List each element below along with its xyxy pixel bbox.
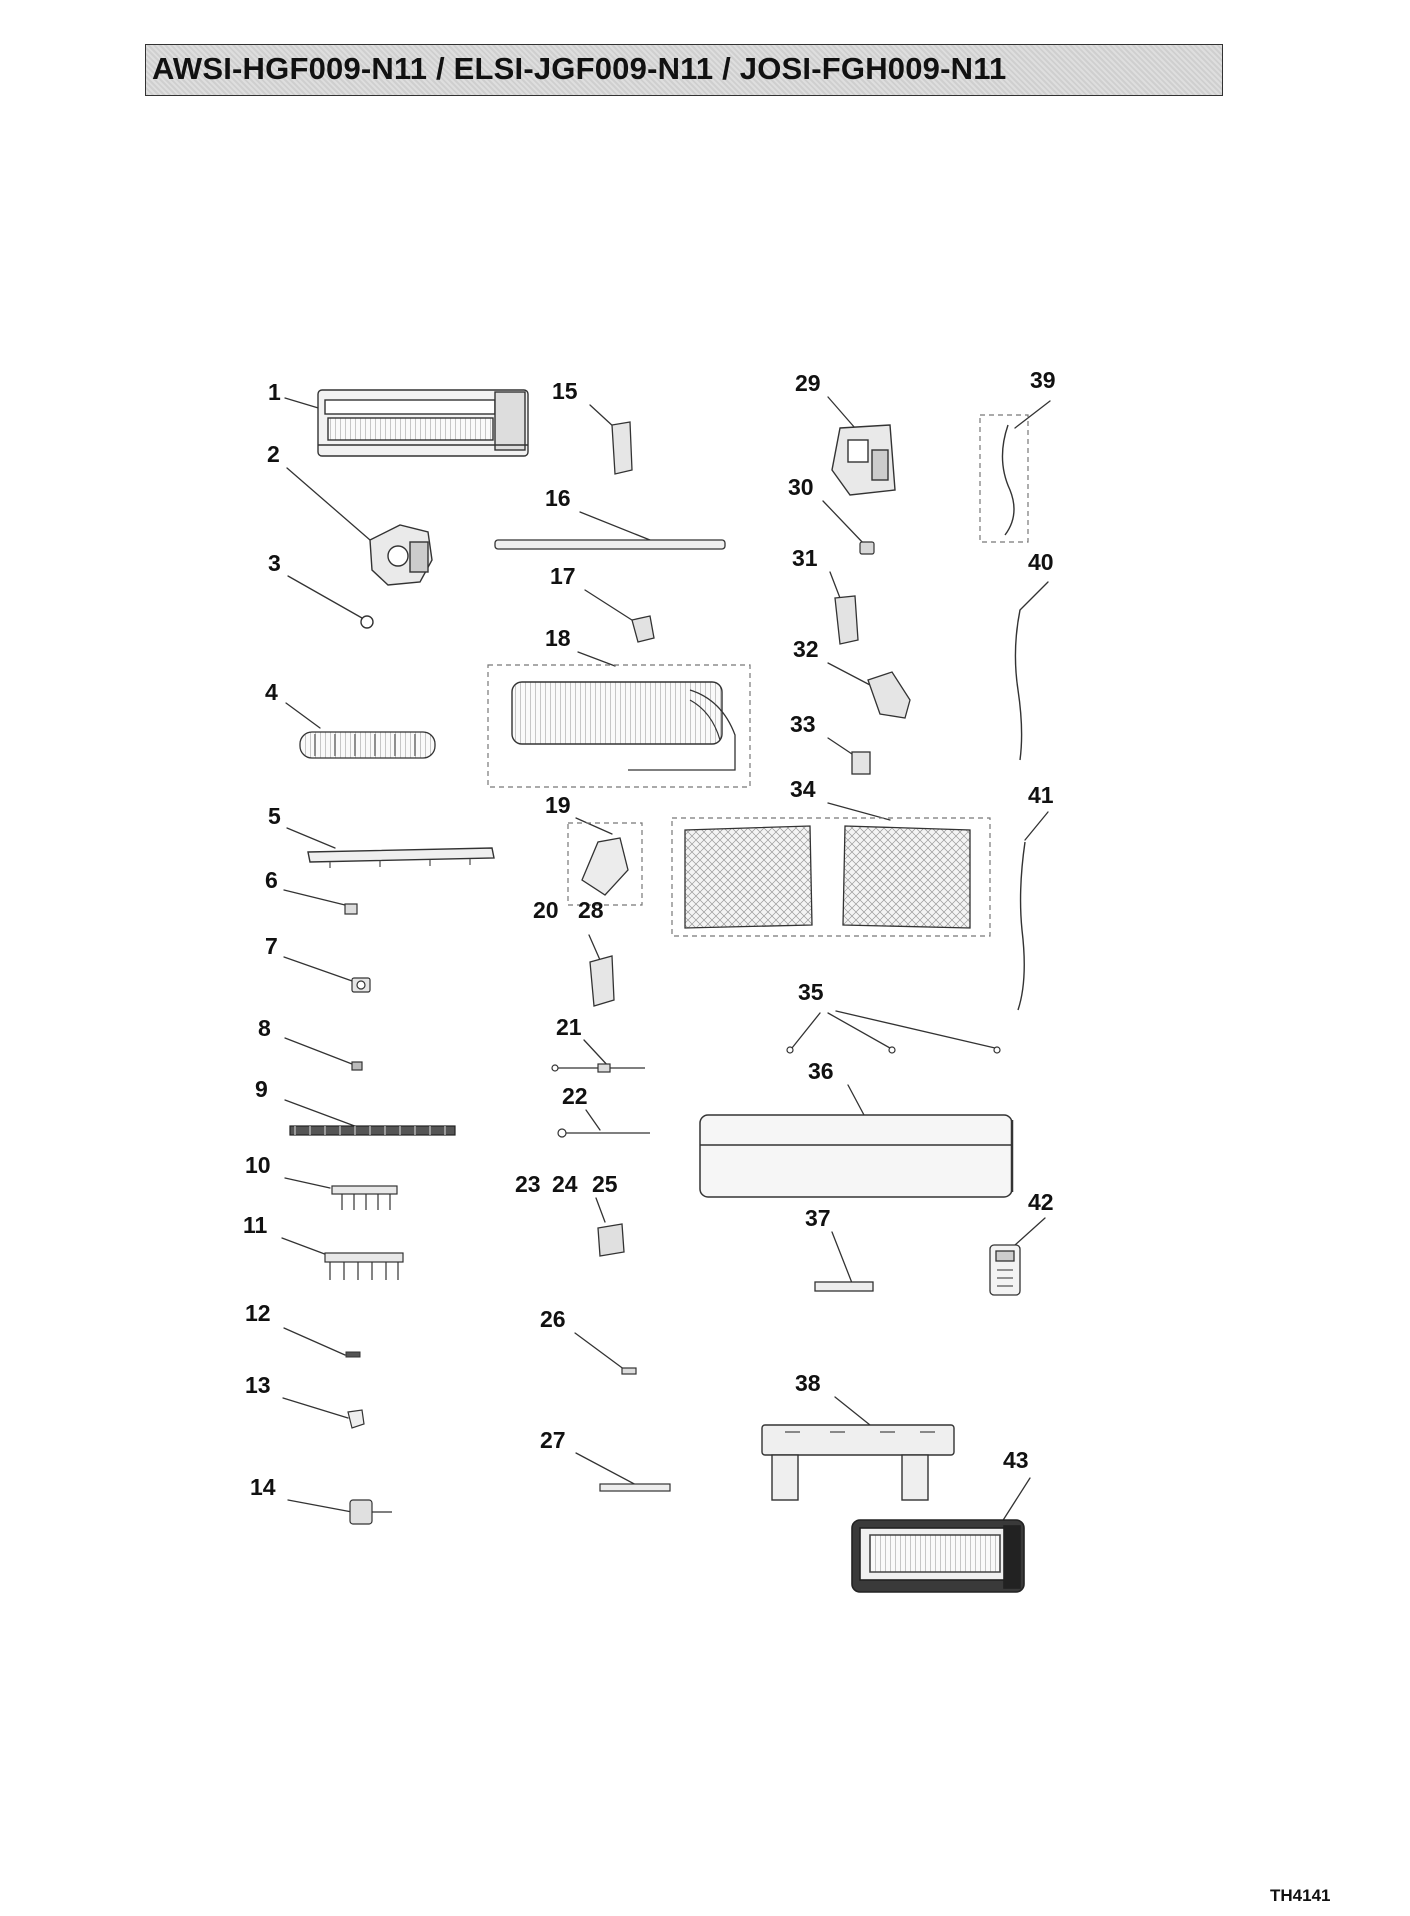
callout-26: 26 — [540, 1306, 566, 1332]
leader-line-6 — [284, 890, 345, 905]
leader-line-42 — [1015, 1218, 1045, 1245]
leader-line-40 — [1020, 582, 1048, 610]
callout-27: 27 — [540, 1427, 566, 1453]
callout-33: 33 — [790, 711, 816, 737]
callout-25: 25 — [592, 1171, 618, 1197]
part-cable-holder — [600, 1484, 670, 1491]
part-air-filters — [672, 818, 990, 936]
callout-11: 11 — [243, 1212, 268, 1238]
leader-line-11 — [282, 1238, 330, 1256]
callout-15: 15 — [552, 378, 578, 404]
leader-line-31 — [830, 572, 840, 598]
callout-22: 22 — [562, 1083, 588, 1109]
callout-40: 40 — [1028, 549, 1054, 575]
leader-line-15 — [590, 405, 615, 428]
part-pcb-box — [868, 672, 910, 718]
part-power-cable — [980, 415, 1028, 542]
part-connecting-pin — [346, 1352, 360, 1357]
callout-24: 24 — [552, 1171, 578, 1197]
callout-43: 43 — [1003, 1447, 1029, 1473]
part-terminal-box — [598, 1224, 624, 1256]
part-fastener-pins — [787, 1047, 1000, 1053]
part-clip — [345, 904, 357, 914]
part-chassis — [318, 390, 528, 456]
callout-7: 7 — [265, 933, 278, 959]
leader-line-33 — [828, 738, 855, 756]
part-cover-plate — [590, 956, 614, 1006]
leader-line-41 — [1025, 812, 1048, 840]
leader-line-19 — [576, 818, 612, 834]
callout-38: 38 — [795, 1370, 821, 1396]
leader-line-29 — [828, 397, 855, 428]
leader-line-4 — [286, 703, 320, 728]
leader-line-30 — [823, 501, 865, 545]
leader-line-22 — [586, 1110, 600, 1130]
part-electric-box — [832, 425, 895, 495]
leader-line-27 — [576, 1453, 640, 1487]
part-temperature-sensor-a — [552, 1064, 645, 1072]
leader-line-2 — [287, 468, 370, 540]
part-vertical-louver-assembly-a — [332, 1186, 397, 1210]
callout-1: 1 — [268, 379, 281, 405]
part-screw-set — [622, 1368, 636, 1374]
callout-6: 6 — [265, 867, 278, 893]
part-receiver-board — [852, 752, 870, 774]
part-clamp — [348, 1410, 364, 1428]
leader-line-26 — [575, 1333, 625, 1370]
callout-37: 37 — [805, 1205, 831, 1231]
part-bracket — [612, 422, 632, 474]
leader-line-32 — [828, 663, 870, 685]
callout-14: 14 — [250, 1474, 276, 1500]
leader-line-20 — [589, 935, 600, 960]
callout-41: 41 — [1028, 782, 1054, 808]
callout-31: 31 — [792, 545, 818, 571]
part-bearing-holder — [352, 978, 370, 992]
callout-2: 2 — [267, 441, 280, 467]
leader-line-16 — [580, 512, 650, 540]
callout-39: 39 — [1030, 367, 1056, 393]
leader-line-14 — [288, 1500, 352, 1512]
part-indoor-unit — [852, 1520, 1024, 1592]
callout-3: 3 — [268, 550, 281, 576]
callout-5: 5 — [268, 803, 281, 829]
part-motor-housing — [370, 525, 432, 585]
part-wall-mounting-plate — [762, 1425, 954, 1500]
leader-line-5 — [287, 828, 335, 848]
callout-29: 29 — [795, 370, 821, 396]
callout-23: 23 — [515, 1171, 541, 1197]
callout-8: 8 — [258, 1015, 271, 1041]
callout-21: 21 — [556, 1014, 582, 1040]
part-crossflow-fan — [300, 732, 435, 758]
document-code: TH4141 — [1270, 1886, 1331, 1905]
callout-12: 12 — [245, 1300, 271, 1326]
callout-32: 32 — [793, 636, 819, 662]
callout-10: 10 — [245, 1152, 271, 1178]
leader-line-17 — [585, 590, 635, 622]
part-capacitor — [860, 542, 874, 554]
leader-line-38 — [835, 1397, 870, 1425]
leader-line-35c — [836, 1011, 995, 1048]
callout-9: 9 — [255, 1076, 268, 1102]
leader-line-13 — [283, 1398, 348, 1418]
part-guide-louver — [308, 848, 494, 868]
part-horizontal-louver — [290, 1126, 455, 1135]
part-front-panel — [700, 1115, 1012, 1197]
callout-34: 34 — [790, 776, 816, 802]
leader-line-8 — [285, 1038, 352, 1064]
part-stepping-motor — [350, 1500, 392, 1524]
callout-16: 16 — [545, 485, 571, 511]
part-connection-cable — [1018, 842, 1025, 1010]
part-display-window — [815, 1282, 873, 1291]
leader-line-3 — [288, 576, 362, 618]
part-ring — [361, 616, 373, 628]
callout-28: 28 — [578, 897, 604, 923]
leader-line-24 — [596, 1198, 605, 1222]
callout-19: 19 — [545, 792, 571, 818]
part-remote-control — [990, 1245, 1020, 1295]
part-screw — [352, 1062, 362, 1070]
part-pipe-support — [568, 823, 642, 905]
callout-4: 4 — [265, 679, 278, 705]
callout-30: 30 — [788, 474, 814, 500]
part-temperature-sensor-b — [558, 1129, 650, 1137]
part-display-cover — [835, 596, 858, 644]
leader-line-10 — [285, 1178, 330, 1188]
callout-36: 36 — [808, 1058, 834, 1084]
part-signal-cable — [1015, 610, 1021, 760]
part-vertical-louver-assembly-b — [325, 1253, 403, 1280]
part-holder — [632, 616, 654, 642]
leader-line-37 — [832, 1232, 852, 1283]
leader-line-18 — [578, 652, 615, 666]
callout-18: 18 — [545, 625, 571, 651]
leader-line-35a — [792, 1013, 820, 1048]
callout-35: 35 — [798, 979, 824, 1005]
part-drain-tube — [495, 540, 725, 549]
callout-20: 20 — [533, 897, 559, 923]
callout-17: 17 — [550, 563, 576, 589]
callout-42: 42 — [1028, 1189, 1054, 1215]
part-evaporator-assembly — [488, 665, 750, 787]
leader-line-7 — [284, 957, 355, 982]
leader-line-35b — [828, 1013, 890, 1048]
page-title: AWSI-HGF009-N11 / ELSI-JGF009-N11 / JOSI-FGH009-N11 — [152, 51, 1007, 86]
leader-line-12 — [284, 1328, 345, 1355]
leader-line-43 — [1000, 1478, 1030, 1525]
callout-13: 13 — [245, 1372, 271, 1398]
leader-line-9 — [285, 1100, 360, 1128]
